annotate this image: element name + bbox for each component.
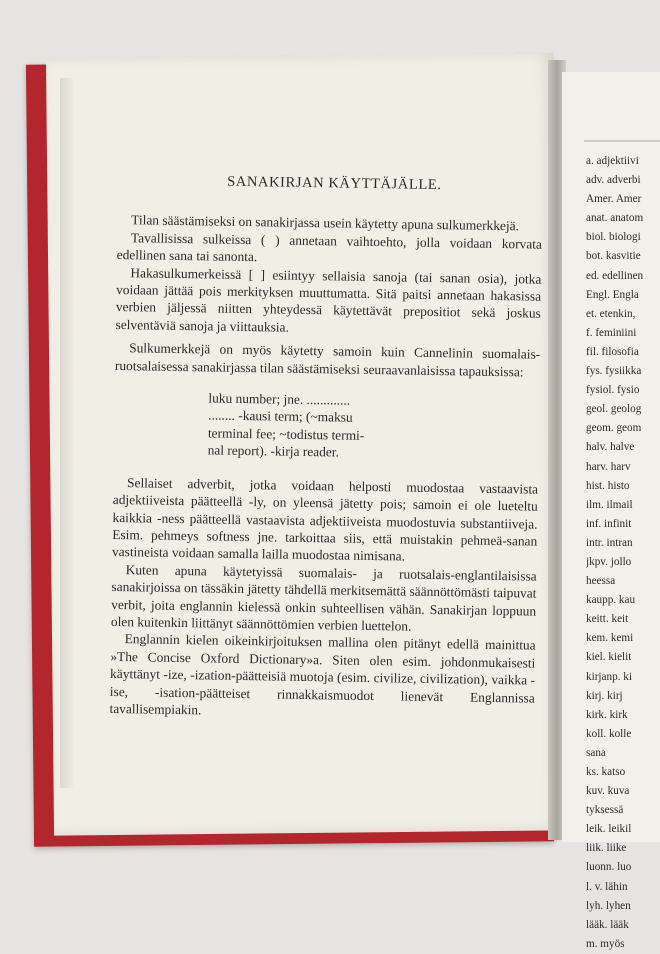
page-stack-edge (60, 78, 74, 788)
abbreviation-entry: luonn. luo (586, 861, 632, 874)
paragraph-4: Sulkumerkkejä on myös käytetty samoin kuin Cannelinin suomalais-ruotsalaisessa sanakirjassa tilan säästämiseksi seuraavanlaisissa tapauksissa: (114, 340, 541, 380)
abbreviation-entry: halv. halve (586, 441, 635, 454)
paragraph-6: Kuten apuna käytetyissä suomalais- ja ruotsalais-englantilaisissa sanakirjoissa on tässäkin jätetty tähdellä merkitsemättä säännöttömästi taipuvat verbit, joita englannin kielessä onkin suhteellisen vähän. Sanakirjan loppuun olen kuitenkin liittänyt säännöttömien verbien luettelon. (110, 561, 537, 634)
abbreviation-entry: geol. geolog (586, 403, 642, 416)
paragraph-3: Hakasulkumerkeissä [ ] esiintyy sellaisia sanoja (tai sanan osia), jotka voidaan jättää pois merkityksen muuttumatta. Sitä paitsi annetaan hakasissa verbien jäljessä niitten yhteydessä käytettävät prepositiot sekä joskus selventäviä sanoja ja viittauksia. (115, 264, 542, 335)
abbreviation-list (586, 152, 660, 954)
abbreviation-entry: kirj. kirj (586, 689, 623, 702)
left-page-text (109, 172, 543, 724)
abbreviation-entry: kuv. kuva (586, 785, 630, 798)
paragraph-2: Tavallisissa sulkeissa ( ) annetaan vaihtoehto, jolla voidaan korvata edellinen sana tai sanonta. (116, 230, 543, 265)
abbreviation-entry: f. feminiini (586, 326, 637, 339)
abbreviation-entry: Engl. Engla (586, 288, 639, 301)
abbreviation-entry: ilm. ilmail (586, 498, 633, 511)
abbreviation-entry: keitt. keit (586, 613, 629, 626)
abbreviation-entry: l. v. lähin (586, 880, 628, 893)
example-line: ........ -kausi term; (~maksu (208, 407, 353, 426)
abbreviation-entry: heessa (586, 575, 616, 588)
abbreviation-entry: jkpv. jollo (586, 555, 632, 568)
abbreviation-entry: kirjanp. ki (586, 670, 632, 683)
abbreviation-entry: liik. liike (586, 842, 627, 855)
page-title: SANAKIRJAN KÄYTTÄJÄLLE. (227, 173, 442, 194)
abbreviation-entry: fil. filosofia (586, 345, 639, 358)
abbreviation-entry: leik. leikil (586, 823, 632, 836)
abbreviation-entry: harv. harv (586, 460, 631, 473)
abbreviation-entry: inf. infinit (586, 517, 632, 530)
right-page-header-rule (584, 140, 660, 142)
abbreviation-entry: koll. kolle (586, 727, 632, 740)
abbreviation-entry: et. etenkin, (586, 307, 636, 320)
abbreviation-entry: fys. fysiikka (586, 365, 642, 378)
abbreviation-entry: a. adjektiivi (586, 155, 639, 167)
abbreviation-entry: sana (586, 746, 606, 759)
example-line: terminal fee; ~todistus termi- (207, 425, 365, 443)
abbreviation-entry: tyksessä (586, 804, 624, 817)
abbreviation-entry: Amer. Amer (586, 193, 642, 206)
abbreviation-entry: kirk. kirk (586, 708, 628, 721)
abbreviation-entry: bot. kasvitie (586, 250, 641, 263)
abbreviation-entry: kaupp. kau (586, 594, 636, 607)
paragraph-7: Englannin kielen oikeinkirjoituksen mallina olen pitänyt edellä mainittua »The Concise Oxford Dictionary»a. Siten olen esim. johdonmukaisesti käyttänyt -ize, -ization-päätteisiä muotoja (esim. civilize, civilization), vaikka -ise, -isation-päätteiset rinnakkaismuodot lienevät Englannissa tavallisempiakin. (109, 631, 536, 718)
abbreviation-entry: hist. histo (586, 479, 630, 492)
abbreviation-entry: biol. biologi (586, 231, 641, 244)
example-line: luku number; jne. ............. (208, 390, 351, 408)
example-block (208, 390, 441, 463)
abbreviation-entry: lyh. lyhen (586, 899, 631, 912)
abbreviation-entry: ks. katso (586, 766, 626, 778)
abbreviation-entry: anat. anatom (586, 212, 644, 225)
abbreviation-entry: fysiol. fysio (586, 384, 640, 397)
paragraph-1: Tilan säästämiseksi on sanakirjassa usein käytetty apuna sulkumerkkejä. (131, 212, 520, 234)
example-line: nal report). -kirja reader. (207, 442, 339, 460)
abbreviation-entry: adv. adverbi (586, 174, 641, 187)
abbreviation-entry: intr. intran (586, 536, 633, 549)
abbreviation-entry: ed. edellinen (586, 269, 644, 282)
abbreviation-entry: lääk. lääk (586, 918, 629, 931)
paragraph-5: Sellaiset adverbit, jotka voidaan helposti muodostaa vastaavista adjektiiveista päätteellä -ly, on yleensä jätetty pois; samoin ei ole lueteltu kaikkia -ness päätteellä vastaavista adjektiiveista muodostuvia substantiiveja. Esim. pehmeys softness jne. tarkoittaa siis, että muistakin pehmeä-sanan vastineista voidaan samalla lailla muodostaa nimisana. (111, 474, 539, 564)
abbreviation-entry: kem. kemi (586, 632, 634, 645)
abbreviation-entry: m. myös (586, 937, 625, 950)
abbreviation-entry: kiel. kielit (586, 651, 632, 664)
abbreviation-entry: geom. geom (586, 422, 642, 435)
